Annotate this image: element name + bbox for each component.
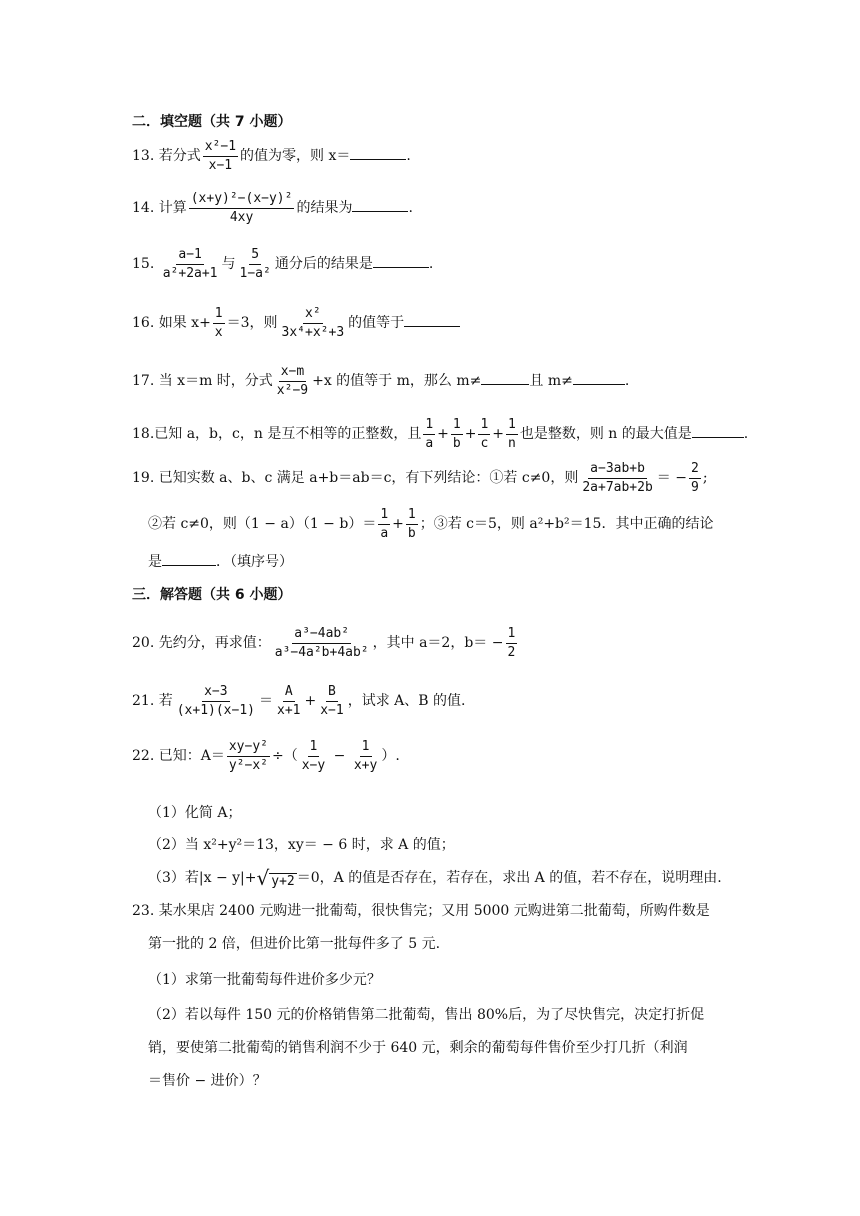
answer-blank	[373, 266, 429, 268]
fraction: $\frac{\text{xy−y²}}{\text{y²−x²}}$	[228, 739, 268, 773]
question-number: 18.	[132, 426, 155, 443]
question-22-part-2: （2）当 x²+y²＝13，xy＝ − 6 时，求 A 的值；	[148, 837, 455, 853]
question-19-line-1: 19. 已知实数 a、b、c 满足 a+b＝ab＝c，有下列结论：①若 c≠0，则 $\frac{a-3ab+b}{2a+7ab+2b}$ ＝ − $\frac{2}{9}$ ;	[132, 461, 708, 495]
question-text: 的结果为	[296, 200, 353, 217]
question-number: 16.	[132, 315, 155, 332]
question-19-line-2: ②若 c≠0，则（1 − a）（1 − b）＝ $\frac{1}{a}$ + $\frac{1}{b}$ ；③若 c＝5，则 a²+b²＝15．其中正确的结论	[148, 507, 714, 541]
fraction: $\frac{B}{x-1}$	[320, 684, 344, 718]
question-22-part-3: （3）若|x − y|+ √ y+2 ＝0，A 的值是否存在，若存在，求出 A 的值，若不存在，说明理由.	[148, 866, 722, 890]
question-number: 21.	[132, 693, 155, 710]
question-23-part-2-line-1: （2）若以每件 150 元的价格销售第二批葡萄，售出 80%后，为了尽快售完，决定打折促	[148, 1007, 705, 1023]
fraction: $\frac{5}{\text{1−a²}}$	[239, 247, 271, 281]
section-heading-solve: 三．解答题（共 6 小题）	[132, 587, 292, 603]
fraction: $\frac{x-m}{\text{x²−9}}$	[276, 364, 309, 398]
question-text: 若分式	[158, 148, 201, 165]
question-number: 22.	[132, 748, 155, 765]
question-text: 通分后的结果是	[274, 256, 373, 273]
fraction: $\frac{1}{a}$	[425, 417, 434, 451]
question-15: 15. $\frac{a-1}{\text{a²+2a+1}}$ 与 $\frac{5}{\text{1−a²}}$ 通分后的结果是 .	[132, 247, 434, 281]
question-number: 19.	[132, 470, 155, 487]
answer-blank	[352, 210, 408, 212]
square-root: √ y+2	[256, 866, 295, 890]
question-text: 计算	[158, 200, 187, 217]
fraction: $\frac{1}{b}$	[407, 507, 416, 541]
fraction: $\frac{1}{n}$	[508, 417, 516, 451]
answer-blank	[481, 383, 529, 385]
section-heading-fill: 二．填空题（共 7 小题）	[132, 114, 292, 130]
question-19-line-3: 是 ．（填序号）	[148, 554, 293, 570]
question-23-part-1: （1）求第一批葡萄每件进价多少元？	[148, 972, 381, 988]
question-22: 22. 已知：A＝ $\frac{\text{xy−y²}}{\text{y²−x²}}$ ÷（ $\frac{1}{x-y}$ − $\frac{1}{x+y}$ ）.	[132, 739, 400, 773]
question-23-line-1: 23. 某水果店 2400 元购进一批葡萄，很快售完；又用 5000 元购进第二批葡萄，所购件数是	[132, 903, 710, 919]
question-number: 23.	[132, 903, 155, 919]
question-17: 17. 当 x＝m 时，分式 $\frac{x-m}{\text{x²−9}}$ +x 的值等于 m，那么 m≠ 且 m≠ .	[132, 364, 630, 398]
fraction: $\frac{1}{2}$	[507, 626, 516, 660]
question-number: 17.	[132, 373, 155, 390]
fraction: $\frac{\text{(x+y)²−(x−y)²}}{4xy}$	[190, 191, 293, 225]
answer-blank	[573, 383, 625, 385]
fraction: $\frac{a-3ab+b}{2a+7ab+2b}$	[582, 461, 653, 495]
question-23-part-2-line-2: 销，要使第二批葡萄的销售利润不少于 640 元，剩余的葡萄每件售价至少打几折（利润	[148, 1040, 688, 1056]
question-number: 20.	[132, 635, 155, 652]
fraction: $\frac{\text{x²−1}}{x-1}$	[204, 139, 237, 173]
fraction: $\frac{1}{b}$	[452, 417, 461, 451]
question-20: 20. 先约分，再求值： $\frac{\text{a³−4ab²}}{\text{a³−4a²b+4ab²}}$ ，其中 a＝2，b＝ − $\frac{1}{2}$	[132, 626, 516, 660]
fraction: $\frac{1}{x}$	[214, 306, 223, 340]
question-21: 21. 若 $\frac{x-3}{(x+1)(x-1)}$ ＝ $\frac{A}{x+1}$ + $\frac{B}{x-1}$ ，试求 A、B 的值.	[132, 684, 466, 718]
fraction: $\frac{A}{x+1}$	[277, 684, 301, 718]
fraction: $\frac{\text{a³−4ab²}}{\text{a³−4a²b+4ab²}}$	[274, 626, 369, 660]
answer-blank	[350, 158, 406, 160]
fraction: $\frac{1}{x+y}$	[353, 739, 378, 773]
question-text: 的值等于	[348, 315, 405, 332]
fraction: $\frac{a-1}{\text{a²+2a+1}}$	[162, 247, 218, 281]
answer-blank	[404, 325, 460, 327]
question-16: 16. 如果 x+ $\frac{1}{x}$ ＝3，则 $\frac{\text{x²}}{\text{3x⁴+x²+3}}$ 的值等于	[132, 307, 460, 339]
fraction: $\frac{1}{a}$	[380, 507, 389, 541]
fraction: $\frac{2}{9}$	[690, 461, 699, 495]
question-23-line-2: 第一批的 2 倍，但进价比第一批每件多了 5 元.	[148, 936, 441, 952]
fraction: $\frac{\text{x²}}{\text{3x⁴+x²+3}}$	[281, 306, 345, 340]
question-number: 14.	[132, 200, 155, 217]
fraction: $\frac{1}{c}$	[480, 417, 489, 451]
fraction: $\frac{1}{x-y}$	[301, 739, 326, 773]
answer-blank	[162, 564, 216, 566]
question-text: 的值为零，则 x＝	[240, 148, 351, 165]
question-13: 13. 若分式 $\frac{\text{x²−1}}{x-1}$ 的值为零，则 x＝ .	[132, 139, 411, 173]
question-14: 14. 计算 $\frac{\text{(x+y)²−(x−y)²}}{4xy}$ 的结果为 .	[132, 191, 413, 225]
question-23-part-2-line-3: ＝售价 − 进价）？	[148, 1073, 267, 1089]
answer-blank	[692, 436, 744, 438]
question-18: 18.已知 a，b，c，n 是互不相等的正整数，且 $\frac{1}{a}$ + $\frac{1}{b}$ + $\frac{1}{c}$ + $\frac{1}{n}$ 也是整数，则 n 的最大值是 .	[132, 417, 749, 451]
fraction: $\frac{x-3}{(x+1)(x-1)}$	[176, 684, 255, 718]
question-22-part-1: （1）化简 A；	[148, 805, 242, 821]
question-number: 15.	[132, 256, 155, 273]
question-number: 13.	[132, 148, 155, 165]
